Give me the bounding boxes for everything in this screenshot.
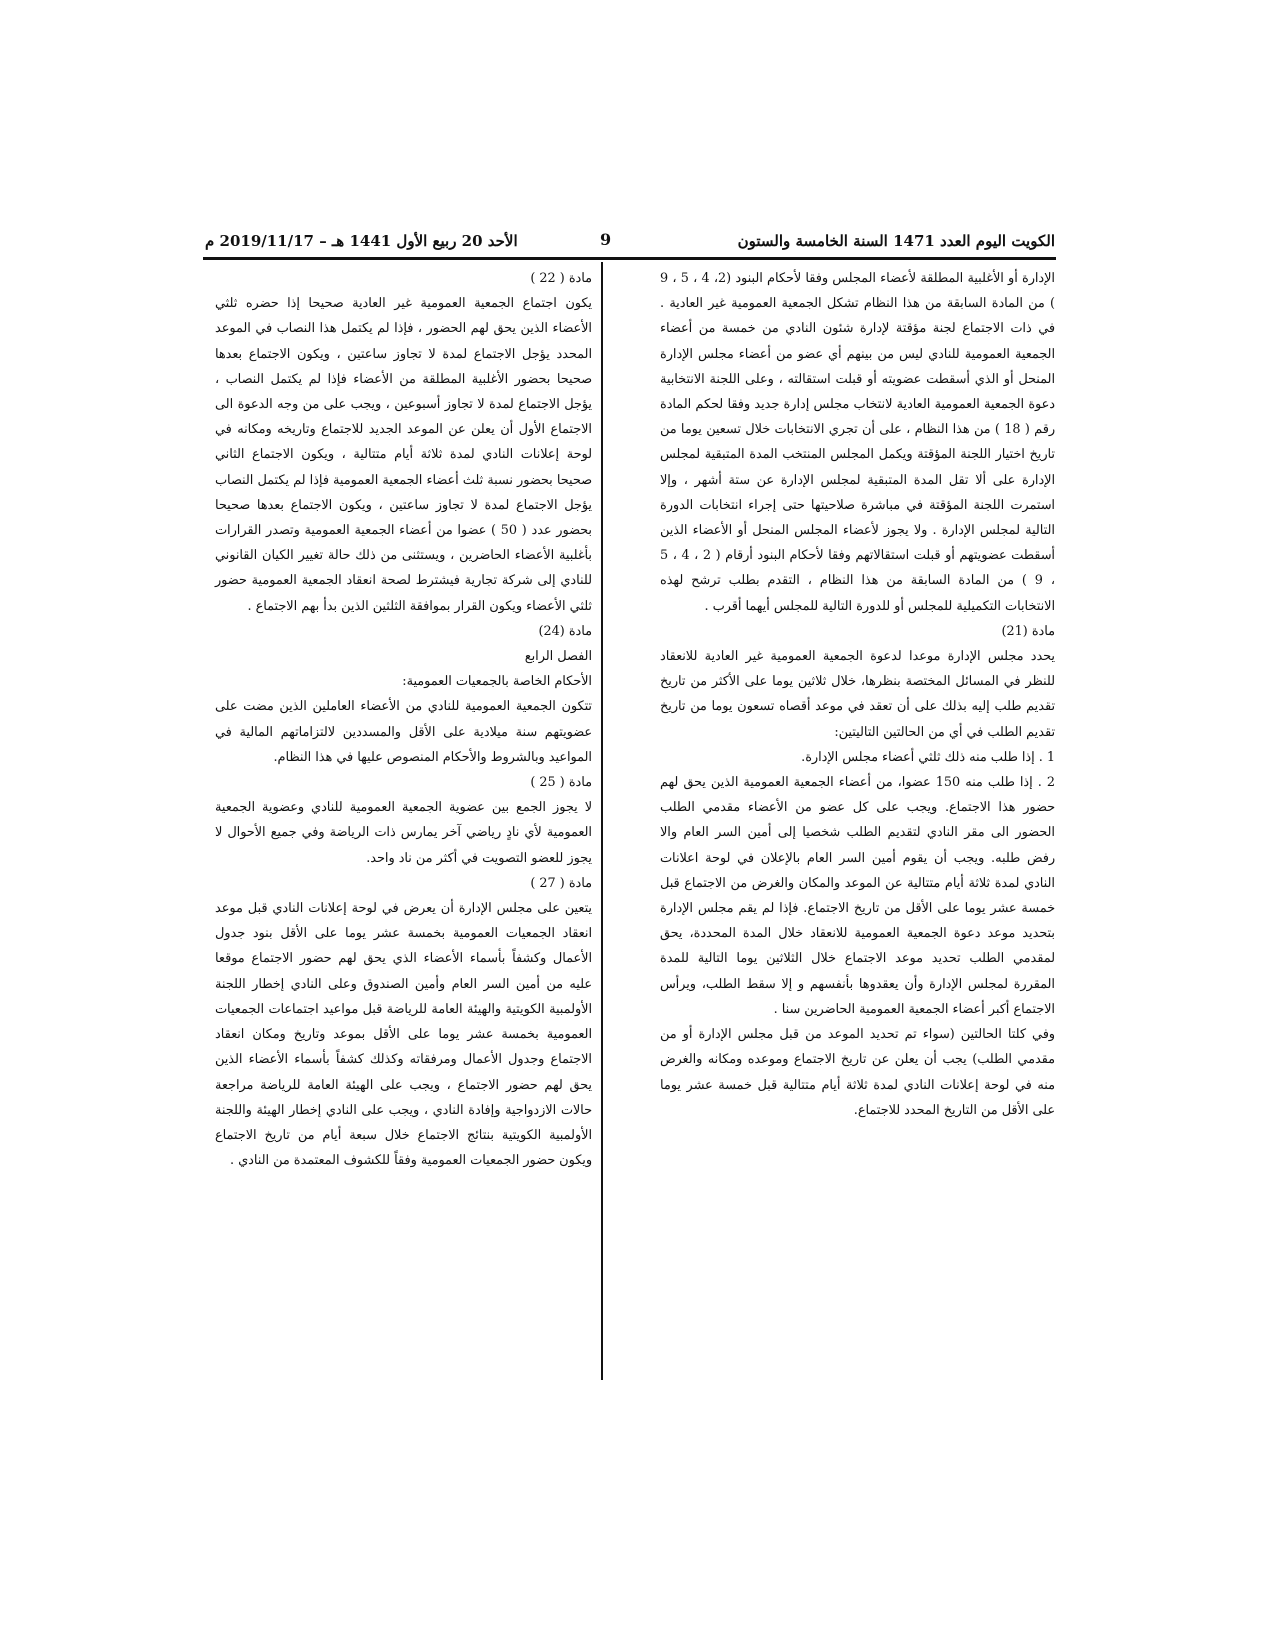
article-25-text: لا يجوز الجمع بين عضوية الجمعية العمومية للنادي وعضوية الجمعية العمومية لأي نادٍ رياضي آخر يمارس ذات الرياضة وفي جميع الأحوال لا يجوز للعضو التصويت في أكثر من ناد واحد. — [215, 800, 592, 866]
article-24-text: تتكون الجمعية العمومية للنادي من الأعضاء العاملين الذين مضت على عضويتهم سنة ميلادية على الأقل والمسددين لالتزاماتهم المالية في المواعيد وبالشروط والأحكام المنصوص عليها في هذا النظام. — [215, 699, 592, 765]
header-rule — [203, 257, 1056, 260]
header-publication: الكويت اليوم العدد 1471 السنة الخامسة والستون — [737, 232, 1055, 250]
article-24-heading: مادة (24) — [538, 623, 592, 639]
article-27-text: يتعين على مجلس الإدارة أن يعرض في لوحة إعلانات النادي قبل موعد انعقاد الجمعيات العمومية بخمسة عشر يوما على الأقل بنود جدول الأعمال وكشفاً بأسماء الأعضاء الذي يحق لهم حضور الاجتماع موقعا عليه من أمين السر العام وأمين الصندوق وعلى النادي إخطار اللجنة الأولمبية الكويتية والهيئة العامة للرياضة قبل مواعيد اجتماعات الجمعيات العمومية بخمسة عشر يوما على الأقل بموعد وتاريخ ومكان انعقاد الاجتماع وجدول الأعمال ومرفقاته وكذلك كشفاً بأسماء الأعضاء الذين يحق لهم حضور الاجتماع ، ويجب على الهيئة العامة للرياضة مراجعة حالات الازدواجية وإفادة النادي ، ويجب على النادي إخطار الهيئة واللجنة الأولمبية الكويتية بنتائج الاجتماع خلال سبعة أيام من تاريخ الاجتماع ويكون حضور الجمعيات العمومية وفقاً للكشوف المعتمدة من النادي . — [215, 901, 592, 1169]
article-21-item-1: 1 . إذا طلب منه ذلك ثلثي أعضاء مجلس الإدارة. — [801, 749, 1055, 765]
article-21-heading: مادة (21) — [1001, 623, 1055, 639]
article-25-heading: مادة ( 25 ) — [530, 775, 592, 791]
chapter-heading: الفصل الرابع — [524, 649, 592, 665]
page-number: 9 — [600, 230, 612, 249]
chapter-title: الأحكام الخاصة بالجمعيات العمومية: — [402, 674, 592, 690]
header-date: الأحد 20 ربيع الأول 1441 هـ – 2019/11/17 م — [205, 232, 518, 250]
paragraph-continuation: الإدارة أو الأغلبية المطلقة لأعضاء المجلس وفقا لأحكام البنود (2، 4 ، 5 ، 9 ) من المادة السابقة من هذا النظام تشكل الجمعية العمومية غير العادية . في ذات الاجتماع لجنة مؤقتة لإدارة شئون النادي من خمسة من أعضاء الجمعية العمومية للنادي ليس من بينهم أي عضو من أعضاء مجلس الإدارة المنحل أو الذي أسقطت عضويته أو قبلت استقالته ، وعلى اللجنة الانتخابية دعوة الجمعية العمومية العادية لانتخاب مجلس إدارة جديد وفقا لحكم المادة رقم ( 18 ) من هذا النظام ، على أن تجري الانتخابات خلال تسعين يوما من تاريخ اختيار اللجنة المؤقتة ويكمل المجلس المنتخب المدة المتبقية لمجلس الإدارة على ألا تقل المدة المتبقية لمجلس الإدارة عن ستة أشهر ، وإلا استمرت اللجنة المؤقتة في مباشرة صلاحيتها حتى إجراء انتخابات الدورة التالية لمجلس الإدارة . ولا يجوز لأعضاء المجلس المنحل أو الأعضاء الذين أسقطت عضويتهم أو قبلت استقالاتهم وفقا لأحكام البنود أرقام ( 2 ، 4 ، 5 ، 9 ) من المادة السابقة من هذا النظام ، التقدم بطلب ترشح لهذه الانتخابات التكميلية للمجلس أو للدورة التالية للمجلس أيهما أقرب . — [660, 271, 1055, 614]
page-header — [205, 228, 1055, 258]
article-22-heading: مادة ( 22 ) — [530, 271, 592, 286]
article-27-heading: مادة ( 27 ) — [530, 875, 592, 891]
article-21-intro: يحدد مجلس الإدارة موعدا لدعوة الجمعية العمومية غير العادية للانعقاد للنظر في المسائل المختصة بنظرها، خلال ثلاثين يوما على الأكثر من تاريخ تقديم طلب إليه بذلك على أن تعقد في موعد أقصاه تسعون يوما من تاريخ تقديم الطلب في أي من الحالتين التاليتين: — [660, 649, 1055, 740]
left-column — [215, 266, 592, 1173]
right-column — [660, 266, 1055, 1123]
column-divider — [601, 262, 603, 1380]
article-21-closing: وفي كلتا الحالتين (سواء تم تحديد الموعد من قبل مجلس الإدارة أو من مقدمي الطلب) يجب أن يعلن عن تاريخ الاجتماع وموعده ومكانه والغرض منه في لوحة إعلانات النادي لمدة ثلاثة أيام متتالية قبل خمسة عشر يوما على الأقل من التاريخ المحدد للاجتماع. — [660, 1027, 1055, 1118]
article-22-text: يكون اجتماع الجمعية العمومية غير العادية صحيحا إذا حضره ثلثي الأعضاء الذين يحق لهم الحضور ، فإذا لم يكتمل هذا النصاب في الموعد المحدد يؤجل الاجتماع لمدة لا تجاوز ساعتين ، ويكون الاجتماع بعدها صحيحا بحضور الأغلبية المطلقة من الأعضاء فإذا لم يكتمل النصاب ، يؤجل الاجتماع لمدة لا تجاوز أسبوعين ، ويجب على من وجه الدعوة الى الاجتماع الأول أن يعلن عن الموعد الجديد للاجتماع وتاريخه ومكانه في لوحة إعلانات النادي لمدة ثلاثة أيام متتالية ، ويكون الاجتماع الثاني صحيحا بحضور نسبة ثلث أعضاء الجمعية العمومية فإذا لم يكتمل النصاب يؤجل الاجتماع لمدة لا تجاوز ساعتين ، ويكون الاجتماع بعدها صحيحا بحضور عدد ( 50 ) عضوا من أعضاء الجمعية العمومية وتصدر القرارات بأغلبية الأعضاء الحاضرين ، ويستثنى من ذلك حالة تغيير الكيان القانوني للنادي إلى شركة تجارية فيشترط لصحة انعقاد الجمعية العمومية حضور ثلثي الأعضاء ويكون القرار بموافقة الثلثين الذين بدأ بهم الاجتماع . — [215, 296, 592, 614]
article-21-item-2: 2 . إذا طلب منه 150 عضوا، من أعضاء الجمعية العمومية الذين يحق لهم حضور هذا الاجتماع. ويجب على كل عضو من الأعضاء مقدمي الطلب الحضور الى مقر النادي لتقديم الطلب شخصيا إلى أمين السر العام والا رفض طلبه. ويجب أن يقوم أمين السر العام بالإعلان في لوحة اعلانات النادي لمدة ثلاثة أيام متتالية عن الموعد والمكان والغرض من الاجتماع قبل خمسة عشر يوما على الأقل من تاريخ الاجتماع. فإذا لم يقم مجلس الإدارة بتحديد موعد دعوة الجمعية العمومية للانعقاد خلال المدة المحددة، يحق لمقدمي الطلب تحديد موعد الاجتماع خلال الثلاثين يوما التالية للمدة المقررة لمجلس الإدارة وأن يعقدوها بأنفسهم و إلا سقط الطلب، ويرأس الاجتماع أكبر أعضاء الجمعية العمومية الحاضرين سنا . — [660, 775, 1055, 1017]
